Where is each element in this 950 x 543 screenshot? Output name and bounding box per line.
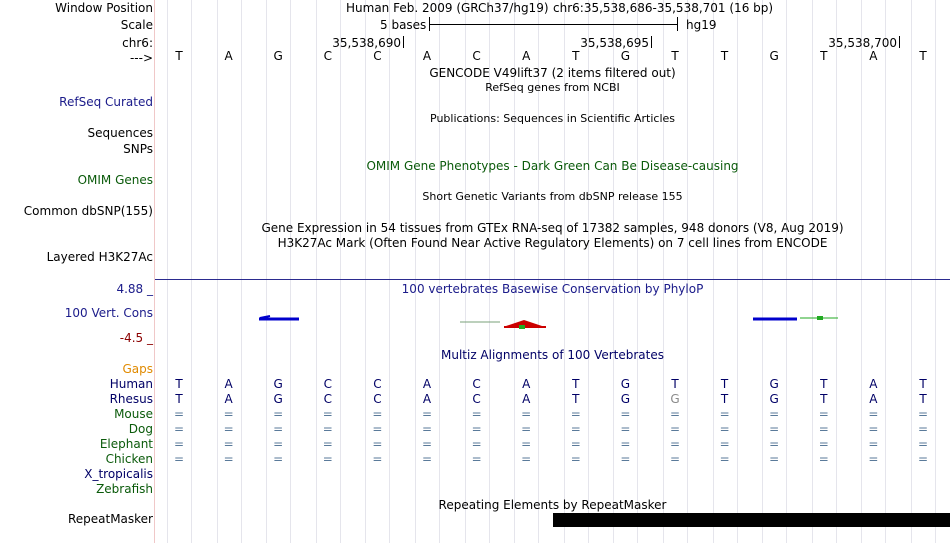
alignment-base: T xyxy=(671,377,679,391)
alignment-base: = xyxy=(620,422,631,436)
layered-h3k27ac-label[interactable]: Layered H3K27Ac xyxy=(46,250,153,264)
alignment-base: = xyxy=(719,452,730,466)
alignment-base: = xyxy=(471,452,482,466)
alignment-base: = xyxy=(719,422,730,436)
alignment-base: = xyxy=(471,422,482,436)
repeat-element-block[interactable] xyxy=(553,513,950,527)
alignment-base: = xyxy=(669,452,681,466)
alignment-base: A xyxy=(522,392,531,406)
alignment-base: G xyxy=(769,377,779,391)
scale-label: Scale xyxy=(120,18,153,32)
alignment-base: C xyxy=(472,377,481,391)
alignment-base: A xyxy=(522,377,531,391)
sequence-base: G xyxy=(620,49,631,63)
alignment-base: A xyxy=(422,377,432,391)
alignment-base: G xyxy=(620,392,631,406)
alignment-base: = xyxy=(273,452,284,466)
alignment-base: = xyxy=(521,422,532,436)
conservation-max: 4.88 _ xyxy=(116,282,153,296)
alignment-base: = xyxy=(471,407,482,421)
alignment-base: G xyxy=(273,392,283,406)
alignment-base: = xyxy=(570,407,581,421)
alignment-base: = xyxy=(769,437,780,451)
alignment-base: G xyxy=(769,392,779,406)
alignment-base: = xyxy=(917,437,929,451)
scale-db: hg19 xyxy=(686,18,717,32)
alignment-base: = xyxy=(769,422,780,436)
coord-tick-2: 35,538,695 xyxy=(580,36,649,50)
alignment-base: = xyxy=(521,407,532,421)
alignment-base: = xyxy=(868,422,879,436)
alignment-base: = xyxy=(669,422,681,436)
alignment-base: = xyxy=(917,422,929,436)
alignment-base: = xyxy=(570,437,581,451)
alignment-base: = xyxy=(818,437,829,451)
repeatmasker-label[interactable]: RepeatMasker xyxy=(67,512,153,526)
alignment-base: = xyxy=(669,437,681,451)
alignment-base: = xyxy=(620,437,631,451)
alignment-base: C xyxy=(323,377,332,391)
alignment-base: T xyxy=(820,377,828,391)
gaps-label[interactable]: Gaps xyxy=(122,362,153,376)
alignment-base: = xyxy=(421,437,433,451)
alignment-base: = xyxy=(173,422,185,436)
coord-tick-3: 35,538,700 xyxy=(828,36,897,50)
alignment-base: = xyxy=(868,437,879,451)
phylop-track-title[interactable]: 100 vertebrates Basewise Conservation by PhyloP xyxy=(401,282,704,296)
alignment-base: = xyxy=(620,452,631,466)
alignment-base: G xyxy=(620,377,631,391)
alignment-base: = xyxy=(521,452,532,466)
alignment-base: A xyxy=(224,377,233,391)
alignment-base: = xyxy=(173,437,185,451)
alignment-base: = xyxy=(471,437,482,451)
refseq-curated-label[interactable]: RefSeq Curated xyxy=(59,95,153,109)
alignment-base: = xyxy=(818,407,829,421)
alignment-base: = xyxy=(273,422,284,436)
alignment-base: = xyxy=(620,407,631,421)
alignment-base: = xyxy=(223,422,234,436)
alignment-base: T xyxy=(572,377,580,391)
alignment-base: = xyxy=(322,422,333,436)
species-label-rhesus[interactable]: Rhesus xyxy=(109,392,153,406)
refseq-track-title[interactable]: RefSeq genes from NCBI xyxy=(485,81,620,94)
sequence-base: C xyxy=(373,49,382,63)
position-readout: chr6:35,538,686-35,538,701 (16 bp) xyxy=(553,1,774,15)
alignment-base: = xyxy=(818,452,829,466)
alignment-base: = xyxy=(273,437,284,451)
alignment-base: = xyxy=(372,422,383,436)
sequence-base: T xyxy=(572,49,580,63)
gtex-track-title[interactable]: Gene Expression in 54 tissues from GTEx RNA-seq of 17382 samples, 948 donors (V8, Aug 2019) xyxy=(261,221,844,235)
sequence-base: A xyxy=(422,49,432,63)
alignment-base: = xyxy=(868,407,879,421)
window-position-label: Window Position xyxy=(55,1,153,15)
sequence-base: T xyxy=(820,49,828,63)
alignment-base: C xyxy=(472,392,481,406)
publications-track-title[interactable]: Publications: Sequences in Scientific Articles xyxy=(430,112,675,125)
chrom-label: chr6: xyxy=(122,36,153,50)
alignment-base: T xyxy=(919,377,927,391)
sequence-base: A xyxy=(224,49,233,63)
sequences-label[interactable]: Sequences xyxy=(87,126,153,140)
sequence-base: T xyxy=(720,49,729,63)
alignment-base: = xyxy=(421,407,433,421)
alignment-base: T xyxy=(720,392,729,406)
alignment-base: A xyxy=(422,392,432,406)
alignment-base: A xyxy=(869,392,878,406)
alignment-base: = xyxy=(372,452,383,466)
species-label-mouse[interactable]: Mouse xyxy=(114,407,153,421)
alignment-base: = xyxy=(372,437,383,451)
sequence-base: G xyxy=(273,49,283,63)
alignment-base: C xyxy=(373,377,382,391)
alignment-base: T xyxy=(175,392,183,406)
alignment-base: = xyxy=(322,407,333,421)
alignment-base: = xyxy=(868,452,879,466)
alignment-base: T xyxy=(919,392,927,406)
gencode-track-title[interactable]: GENCODE V49lift37 (2 items filtered out) xyxy=(429,66,676,80)
common-dbsnp-label[interactable]: Common dbSNP(155) xyxy=(23,204,153,218)
sequence-base: T xyxy=(671,49,679,63)
sequence-base: G xyxy=(769,49,779,63)
species-label-elephant[interactable]: Elephant xyxy=(99,437,153,451)
alignment-base: G xyxy=(273,377,283,391)
alignment-base: T xyxy=(820,392,828,406)
alignment-base: = xyxy=(372,407,383,421)
species-label-dog[interactable]: Dog xyxy=(128,422,153,436)
alignment-base: = xyxy=(570,452,581,466)
omim-genes-label[interactable]: OMIM Genes xyxy=(77,173,153,187)
assembly-label: Human Feb. 2009 (GRCh37/hg19) xyxy=(346,1,549,15)
species-label-x_tropicalis[interactable]: X_tropicalis xyxy=(84,467,153,481)
repeatmasker-track-title[interactable]: Repeating Elements by RepeatMasker xyxy=(438,498,667,512)
sequence-base: T xyxy=(919,49,927,63)
alignment-base: = xyxy=(322,437,333,451)
species-label-human[interactable]: Human xyxy=(109,377,153,391)
species-label-zebrafish[interactable]: Zebrafish xyxy=(96,482,153,496)
conservation-min: -4.5 _ xyxy=(119,331,153,345)
alignment-base: T xyxy=(572,392,580,406)
alignment-base: = xyxy=(719,407,730,421)
dbsnp-track-title[interactable]: Short Genetic Variants from dbSNP release 155 xyxy=(422,190,683,203)
alignment-base: = xyxy=(223,407,234,421)
sequence-base: A xyxy=(869,49,878,63)
alignment-base: = xyxy=(769,452,780,466)
alignment-base: T xyxy=(720,377,729,391)
species-label-chicken[interactable]: Chicken xyxy=(105,452,153,466)
omim-track-title[interactable]: OMIM Gene Phenotypes - Dark Green Can Be Disease-causing xyxy=(366,159,739,173)
alignment-base: = xyxy=(917,452,929,466)
alignment-base: C xyxy=(373,392,382,406)
sequence-base: T xyxy=(175,49,183,63)
multiz-track-title[interactable]: Multiz Alignments of 100 Vertebrates xyxy=(440,348,665,362)
alignment-base: C xyxy=(323,392,332,406)
alignment-base: A xyxy=(224,392,233,406)
alignment-base: = xyxy=(173,452,185,466)
vert-cons-label[interactable]: 100 Vert. Cons xyxy=(64,306,153,320)
alignment-base: = xyxy=(917,407,929,421)
alignment-base: = xyxy=(570,422,581,436)
alignment-base: = xyxy=(173,407,185,421)
sequence-base: C xyxy=(323,49,332,63)
alignment-base: = xyxy=(273,407,284,421)
sequence-base: C xyxy=(472,49,481,63)
alignment-base: = xyxy=(521,437,532,451)
sequence-base: A xyxy=(522,49,531,63)
alignment-base: T xyxy=(175,377,183,391)
strand-label: ---> xyxy=(129,51,153,65)
alignment-base: = xyxy=(669,407,681,421)
alignment-base: = xyxy=(223,437,234,451)
alignment-base: = xyxy=(769,407,780,421)
snps-label[interactable]: SNPs xyxy=(123,142,153,156)
coord-tick-1: 35,538,690 xyxy=(332,36,401,50)
alignment-base: = xyxy=(421,422,433,436)
alignment-base: = xyxy=(223,452,234,466)
alignment-base: A xyxy=(869,377,878,391)
alignment-base: = xyxy=(322,452,333,466)
scale-text: 5 bases xyxy=(380,18,427,32)
alignment-base: G xyxy=(670,392,680,406)
alignment-base: = xyxy=(818,422,829,436)
alignment-base: = xyxy=(719,437,730,451)
h3k27ac-track-title[interactable]: H3K27Ac Mark (Often Found Near Active Regulatory Elements) on 7 cell lines from ENCODE xyxy=(277,236,828,250)
alignment-base: = xyxy=(421,452,433,466)
